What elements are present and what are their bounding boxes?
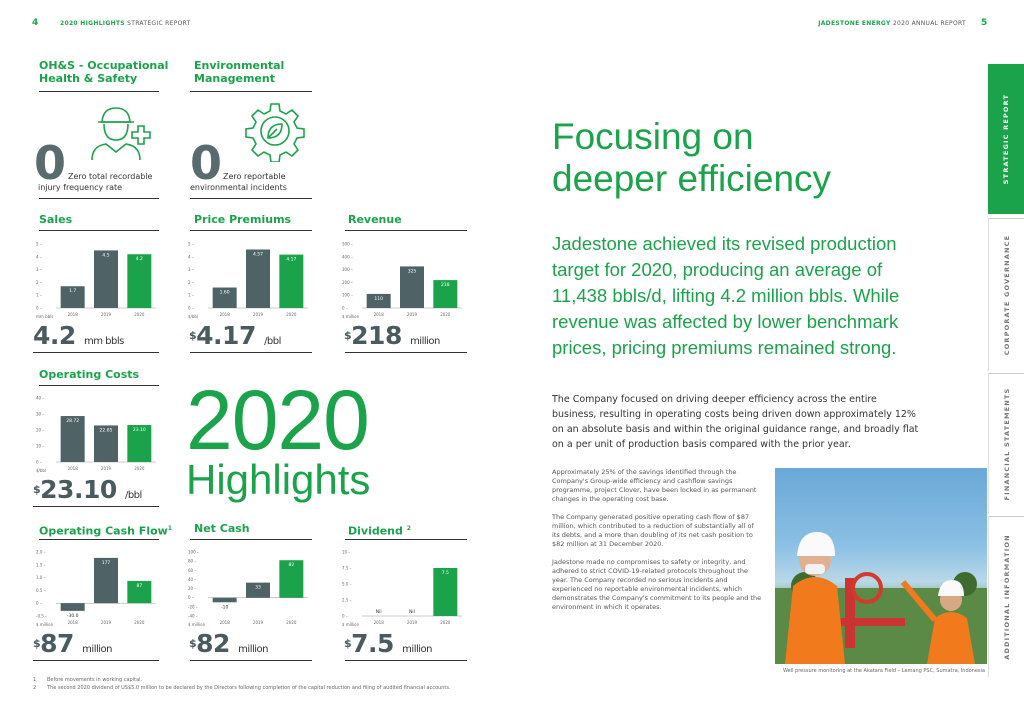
- y-tick-label: 0 –: [188, 305, 194, 311]
- data-label: 33: [255, 585, 261, 591]
- ohs-title: OH&S - Occupational Health & Safety: [39, 59, 169, 85]
- sales-title: Sales: [39, 213, 73, 226]
- data-label: 1.60: [219, 290, 230, 296]
- y-tick-label: 2 –: [188, 279, 194, 285]
- y-tick-label: 500 –: [342, 241, 353, 247]
- y-tick-label: 10 –: [342, 549, 351, 555]
- data-label: 23.10: [132, 428, 146, 434]
- footnote-2-text: The second 2020 dividend of US$5.0 million to be declared by the Directors following completion of the capital reduction and filing of audited financial accounts.: [47, 685, 451, 691]
- y-tick-label: 80 –: [188, 558, 197, 564]
- x-tick-label: 2020: [286, 620, 297, 625]
- y-tick-label: 4 –: [36, 254, 42, 260]
- dividend-chart: [340, 548, 466, 628]
- divider: [39, 91, 159, 92]
- tab-strategic-report[interactable]: [988, 64, 1024, 214]
- paragraph-clover: Approximately 25% of the savings identified through the Company's Group-wide efficiency and cashflow savings programme, project Clover, have been locked in as permanent changes in the operating cost base.: [552, 468, 757, 503]
- opcost-title: Operating Costs: [39, 368, 140, 381]
- y-axis-label: $/bbl: [188, 314, 199, 319]
- env-value: 0: [190, 136, 223, 190]
- ohs-label: Zero total recordable injury frequency rate: [38, 172, 153, 192]
- data-label: 82: [288, 563, 295, 569]
- x-tick-label: 2018: [67, 466, 78, 471]
- env-label: Zero reportable environmental incidents: [190, 172, 287, 192]
- data-label: 4.57: [252, 252, 264, 258]
- dividend-value: 7.5: [351, 629, 394, 658]
- divider: [345, 352, 467, 353]
- sales-value: 4.2: [33, 321, 76, 350]
- price-currency: $: [189, 329, 197, 342]
- header-section: 2020 HIGHLIGHTS: [60, 20, 125, 27]
- bar-2018: [213, 598, 237, 603]
- footnotes: [33, 676, 473, 692]
- paragraph-safety: Jadestone made no compromises to safety or integrity, and adhered to strict COVID-19-related protocols throughout the year. The Company recorded no serious incidents and experienced no reportable environmental incidents, which demonstrates the Company's commitment to its people and the environment in which it operates.: [552, 558, 762, 611]
- bar-2019: [246, 250, 270, 308]
- y-tick-label: 2.5 –: [342, 597, 352, 603]
- body-text-column: [552, 468, 762, 612]
- y-tick-label: 30 –: [36, 411, 45, 417]
- worker-icon: [86, 100, 152, 162]
- dividend-title-text: Dividend: [348, 524, 403, 538]
- netcash-chart: [186, 548, 312, 628]
- netcash-summary: [189, 631, 268, 663]
- data-label: 4.17: [286, 257, 297, 263]
- opcost-currency: $: [33, 483, 41, 496]
- ohs-value: 0: [34, 136, 67, 190]
- y-axis-label: mm bbls: [36, 314, 54, 319]
- netcash-value: 82: [196, 629, 230, 658]
- footnote-1-text: Before movements in working capital.: [47, 677, 143, 683]
- data-label: Nil: [409, 610, 415, 615]
- divider: [190, 352, 312, 353]
- divider: [39, 230, 159, 231]
- bar-2018: [61, 603, 85, 611]
- y-tick-label: 0 –: [36, 600, 42, 606]
- divider: [39, 385, 159, 386]
- x-tick-label: 2019: [252, 312, 264, 317]
- opcost-summary: [33, 477, 142, 509]
- x-tick-label: 2020: [134, 620, 145, 625]
- netcash-title: Net Cash: [194, 522, 250, 535]
- y-tick-label: 0 –: [342, 613, 348, 619]
- dividend-title: [348, 522, 411, 538]
- y-tick-label: 2.0 –: [36, 549, 46, 555]
- page-heading-line1: Focusing on: [552, 116, 754, 157]
- opcf-title: [39, 522, 172, 538]
- price-unit: /bbl: [264, 336, 281, 347]
- revenue-title: Revenue: [348, 213, 402, 226]
- page-heading-line2: deeper efficiency: [552, 158, 832, 199]
- y-tick-label: 5 –: [188, 241, 194, 247]
- y-tick-label: -20 –: [188, 604, 198, 610]
- y-tick-label: 20 –: [36, 427, 45, 433]
- env-title: Environmental Management: [194, 59, 285, 85]
- y-tick-label: 1.0 –: [36, 575, 46, 581]
- x-tick-label: 2020: [286, 312, 297, 317]
- opcf-unit: million: [82, 644, 112, 655]
- y-tick-label: 0 –: [36, 459, 42, 465]
- dividend-currency: $: [344, 637, 352, 650]
- x-tick-label: 2018: [67, 620, 78, 625]
- y-tick-label: 0 –: [36, 305, 42, 311]
- x-tick-label: 2018: [219, 620, 230, 625]
- bar-2020: [279, 255, 303, 308]
- header-company: JADESTONE ENERGY: [818, 20, 891, 27]
- data-label: 7.5: [441, 571, 449, 576]
- tab-corporate-governance[interactable]: [988, 218, 1024, 371]
- footnote-2: [33, 684, 473, 692]
- y-tick-label: 60 –: [188, 567, 197, 573]
- divider: [33, 660, 159, 661]
- dividend-summary: [344, 631, 432, 663]
- divider: [190, 91, 312, 92]
- data-label: 110: [374, 296, 383, 302]
- revenue-currency: $: [344, 329, 352, 342]
- opcost-value: 23.10: [40, 475, 117, 504]
- netcash-currency: $: [189, 637, 197, 650]
- data-label: 218: [441, 283, 450, 289]
- bar-2020: [127, 254, 151, 308]
- data-label: 1.7: [69, 289, 77, 295]
- opcf-currency: $: [33, 637, 41, 650]
- opcf-title-text: Operating Cash Flow: [39, 524, 168, 538]
- data-label: 22.85: [99, 428, 113, 434]
- y-tick-label: 0.5 –: [36, 587, 46, 593]
- x-tick-label: 2019: [252, 620, 264, 625]
- tab-strategic-report-label: STRATEGIC REPORT: [1002, 93, 1010, 185]
- data-label: Nil: [375, 610, 382, 615]
- y-tick-label: 40 –: [36, 395, 45, 401]
- y-tick-label: 100 –: [188, 549, 199, 555]
- price-title: Price Premiums: [194, 213, 292, 226]
- data-label: 4.2: [135, 257, 143, 263]
- x-tick-label: 2019: [100, 466, 112, 471]
- y-tick-label: 400 –: [342, 254, 353, 260]
- y-axis-label: $/bbl: [36, 468, 47, 473]
- revenue-unit: million: [410, 336, 440, 347]
- field-photo-illustration: [775, 468, 987, 664]
- divider: [345, 660, 467, 661]
- y-tick-label: -40 –: [188, 613, 198, 619]
- divider: [345, 539, 467, 540]
- divider: [190, 230, 312, 231]
- page-number-right: 5: [981, 18, 988, 28]
- data-label: -30.0: [66, 613, 79, 619]
- dividend-footnote-ref: 2: [406, 525, 411, 532]
- x-tick-label: 2019: [406, 312, 418, 317]
- running-header-left: [60, 20, 191, 27]
- y-tick-label: 1 –: [188, 292, 194, 298]
- y-tick-label: 7.5 –: [342, 565, 352, 571]
- x-tick-label: 2019: [100, 620, 112, 625]
- page-heading: [552, 116, 952, 200]
- divider: [190, 660, 312, 661]
- gear-leaf-icon: [244, 100, 306, 162]
- paragraph-cashflow: The Company generated positive operating cash flow of $87 million, which contributed to a reduction of substantially all of its debts, and a more than doubling of its net cash position to $82 million at 31 December 2020.: [552, 513, 754, 548]
- netcash-unit: million: [238, 644, 268, 655]
- highlights-year: 2020: [186, 373, 369, 467]
- footnote-1: [33, 676, 473, 684]
- divider: [39, 198, 159, 199]
- x-tick-label: 2020: [440, 312, 451, 317]
- sales-summary: [33, 323, 124, 355]
- footnote-1-number: 1: [33, 677, 37, 683]
- y-axis-label: $ million: [188, 622, 206, 627]
- y-tick-label: 40 –: [188, 576, 197, 582]
- divider: [33, 352, 159, 353]
- field-photo: [775, 468, 987, 664]
- y-tick-label: 0 –: [342, 305, 348, 311]
- price-value: 4.17: [196, 321, 256, 350]
- data-label: 28.72: [66, 419, 80, 425]
- y-tick-label: 20 –: [188, 586, 197, 592]
- header-report-right: 2020 ANNUAL REPORT: [892, 20, 966, 27]
- opcf-value: 87: [40, 629, 74, 658]
- opcf-chart: [34, 548, 160, 628]
- tab-additional-information-label: ADDITIONAL INFORMATION: [1003, 534, 1011, 660]
- revenue-summary: [344, 323, 440, 355]
- revenue-chart: [340, 240, 466, 320]
- dividend-unit: million: [402, 644, 432, 655]
- bar-2019: [94, 250, 118, 308]
- revenue-value: 218: [351, 321, 402, 350]
- data-label: 325: [407, 269, 417, 275]
- x-tick-label: 2019: [406, 620, 418, 625]
- x-tick-label: 2019: [100, 312, 112, 317]
- body-paragraph: The Company focused on driving deeper efficiency across the entire business, resulting in operating costs being driven down approximately 12% on an absolute basis and within the original guidance range, and broadly flat on a per unit of production basis compared with the prior year.: [552, 394, 919, 450]
- y-tick-label: 4 –: [188, 254, 194, 260]
- sales-chart: [34, 240, 160, 320]
- x-tick-label: 2020: [440, 620, 451, 625]
- y-axis-label: $ million: [342, 622, 360, 627]
- photo-caption: Well pressure monitoring at the Akatara Field – Lemang PSC, Sumatra, Indonesia: [782, 668, 985, 674]
- tab-financial-statements[interactable]: [988, 373, 1024, 514]
- opcost-chart: [34, 394, 160, 474]
- lead-paragraph: Jadestone achieved its revised production target for 2020, producing an average of 11,438 bbls/d, lifting 4.2 million bbls. While revenue was affected by lower benchmark prices, pricing premiums remained strong.: [552, 233, 900, 358]
- y-tick-label: 3 –: [188, 267, 194, 273]
- y-tick-label: 10 –: [36, 443, 45, 449]
- page-number-left: 4: [32, 18, 39, 28]
- footnote-2-number: 2: [33, 685, 37, 691]
- y-tick-label: 100 –: [342, 292, 353, 298]
- y-axis-label: $ million: [342, 314, 360, 319]
- y-tick-label: 5 –: [36, 241, 42, 247]
- sales-unit: mm bbls: [84, 336, 124, 347]
- x-tick-label: 2018: [67, 312, 78, 317]
- x-tick-label: 2020: [134, 466, 145, 471]
- divider: [33, 506, 159, 507]
- y-tick-label: -0.5 –: [36, 613, 48, 619]
- price-summary: [189, 323, 281, 355]
- opcost-unit: /bbl: [124, 490, 142, 501]
- divider: [190, 539, 312, 540]
- price-chart: [186, 240, 312, 320]
- y-tick-label: 2 –: [36, 279, 42, 285]
- y-tick-label: 300 –: [342, 267, 353, 273]
- divider: [190, 198, 312, 199]
- data-label: 177: [101, 560, 111, 566]
- data-label: 4.5: [102, 253, 110, 259]
- tab-corporate-governance-label: CORPORATE GOVERNANCE: [1003, 234, 1011, 356]
- y-tick-label: 1 –: [36, 292, 42, 298]
- y-tick-label: 5.0 –: [342, 581, 352, 587]
- opcf-summary: [33, 631, 112, 663]
- highlights-word: Highlights: [186, 456, 371, 503]
- running-header-right: [818, 20, 966, 27]
- data-label: 87: [136, 583, 143, 589]
- header-report: STRATEGIC REPORT: [127, 20, 191, 27]
- y-tick-label: 3 –: [36, 267, 42, 273]
- x-tick-label: 2018: [219, 312, 230, 317]
- divider: [345, 230, 467, 231]
- divider: [39, 539, 159, 540]
- tab-financial-statements-label: FINANCIAL STATEMENTS: [1003, 387, 1011, 501]
- y-tick-label: 1.5 –: [36, 562, 46, 568]
- tab-additional-information[interactable]: [988, 516, 1024, 677]
- data-label: -10: [220, 605, 229, 611]
- x-tick-label: 2020: [134, 312, 145, 317]
- x-tick-label: 2018: [373, 620, 384, 625]
- x-tick-label: 2018: [373, 312, 384, 317]
- y-tick-label: 200 –: [342, 279, 353, 285]
- opcf-footnote-ref: 1: [167, 525, 172, 532]
- y-tick-label: 0 –: [188, 595, 194, 601]
- y-axis-label: $ million: [36, 622, 54, 627]
